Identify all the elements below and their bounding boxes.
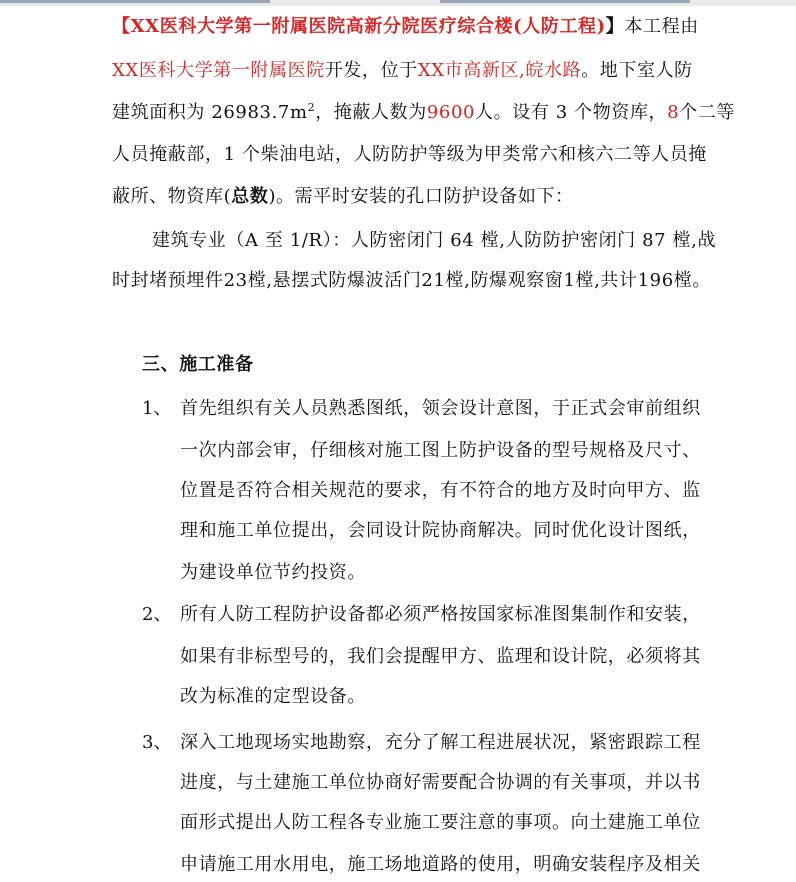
bracket-close: 】 [605,16,625,37]
item-number: 2、 [142,604,172,625]
item-line: 面形式提出人防工程各专业施工要注意的事项。向土建施工单位 [180,812,701,833]
bracket-open: 【 [112,16,131,37]
section-heading: 三、施工准备 [142,354,254,375]
superscript: 2 [307,101,316,114]
item-line: 所有人防工程防护设备都必须严格按国家标准图集制作和安装， [180,604,701,625]
item-line: 进度，与土建施工单位协商好需要配合协调的有关事项，并以书 [180,772,701,793]
location: XX市高新区,皖水路 [417,60,582,81]
project-title: XX医科大学第一附属医院高新分院医疗综合楼(人防工程) [130,16,606,37]
intro-text: 本工程由 [624,16,699,37]
item-number: 1、 [142,398,172,419]
item-line: 改为标准的定型设备。 [180,686,366,707]
intro-text: 个二等 [679,102,736,123]
item-line: 一次内部会审，仔细核对施工图上防护设备的型号规格及尺寸、 [180,440,701,461]
intro-text: ，掩蔽人数为 [315,102,427,123]
item-line: 为建设单位节约投资。 [180,562,366,583]
bold-text: 总数 [231,186,269,207]
shelter-count: 9600 [426,102,476,123]
intro-text: 人。设有 3 个物资库， [475,102,668,123]
item-line: 位置是否符合相关规范的要求，有不符合的地方及时向甲方、监 [180,480,701,501]
item-line: 深入工地现场实地勘察，充分了解工程进展状况，紧密跟踪工程 [180,732,701,753]
hospital-name: XX医科大学第一附属医院 [112,60,325,81]
intro-text: 开发，位于 [324,60,418,81]
item-line: 如果有非标型号的，我们会提醒甲方、监理和设计院，必须将其 [180,646,701,667]
intro-line-1 [112,12,699,38]
intro-line-6: 建筑专业（A 至 1/R）：人防密闭门 64 樘,人防防护密闭门 87 樘,战 [152,230,717,251]
intro-text: 。地下室人防 [581,60,693,81]
item-line: 首先组织有关人员熟悉图纸，领会设计意图，于正式会审前组织 [180,398,701,419]
intro-text: 蔽所、物资库( [112,186,232,207]
item-line: 理和施工单位提出，会同设计院协商解决。同时优化设计图纸， [180,520,701,541]
intro-line-5 [112,182,574,208]
shelter-units: 8 [667,102,680,123]
intro-line-2 [112,56,693,82]
item-line: 申请施工用水用电，施工场地道路的使用，明确安装程序及相关 [180,854,701,875]
intro-line-3 [112,98,735,124]
item-number: 3、 [142,732,172,753]
intro-line-4: 人员掩蔽部，1 个柴油电站，人防防护等级为甲类常六和核六二等人员掩 [112,144,707,165]
intro-text: )。需平时安装的孔口防护设备如下： [268,186,574,207]
intro-text: 建筑面积为 26983.7m [112,102,308,123]
intro-line-7: 时封堵预埋件23樘,悬摆式防爆波活门21樘,防爆观察窗1樘,共计196樘。 [112,270,711,291]
